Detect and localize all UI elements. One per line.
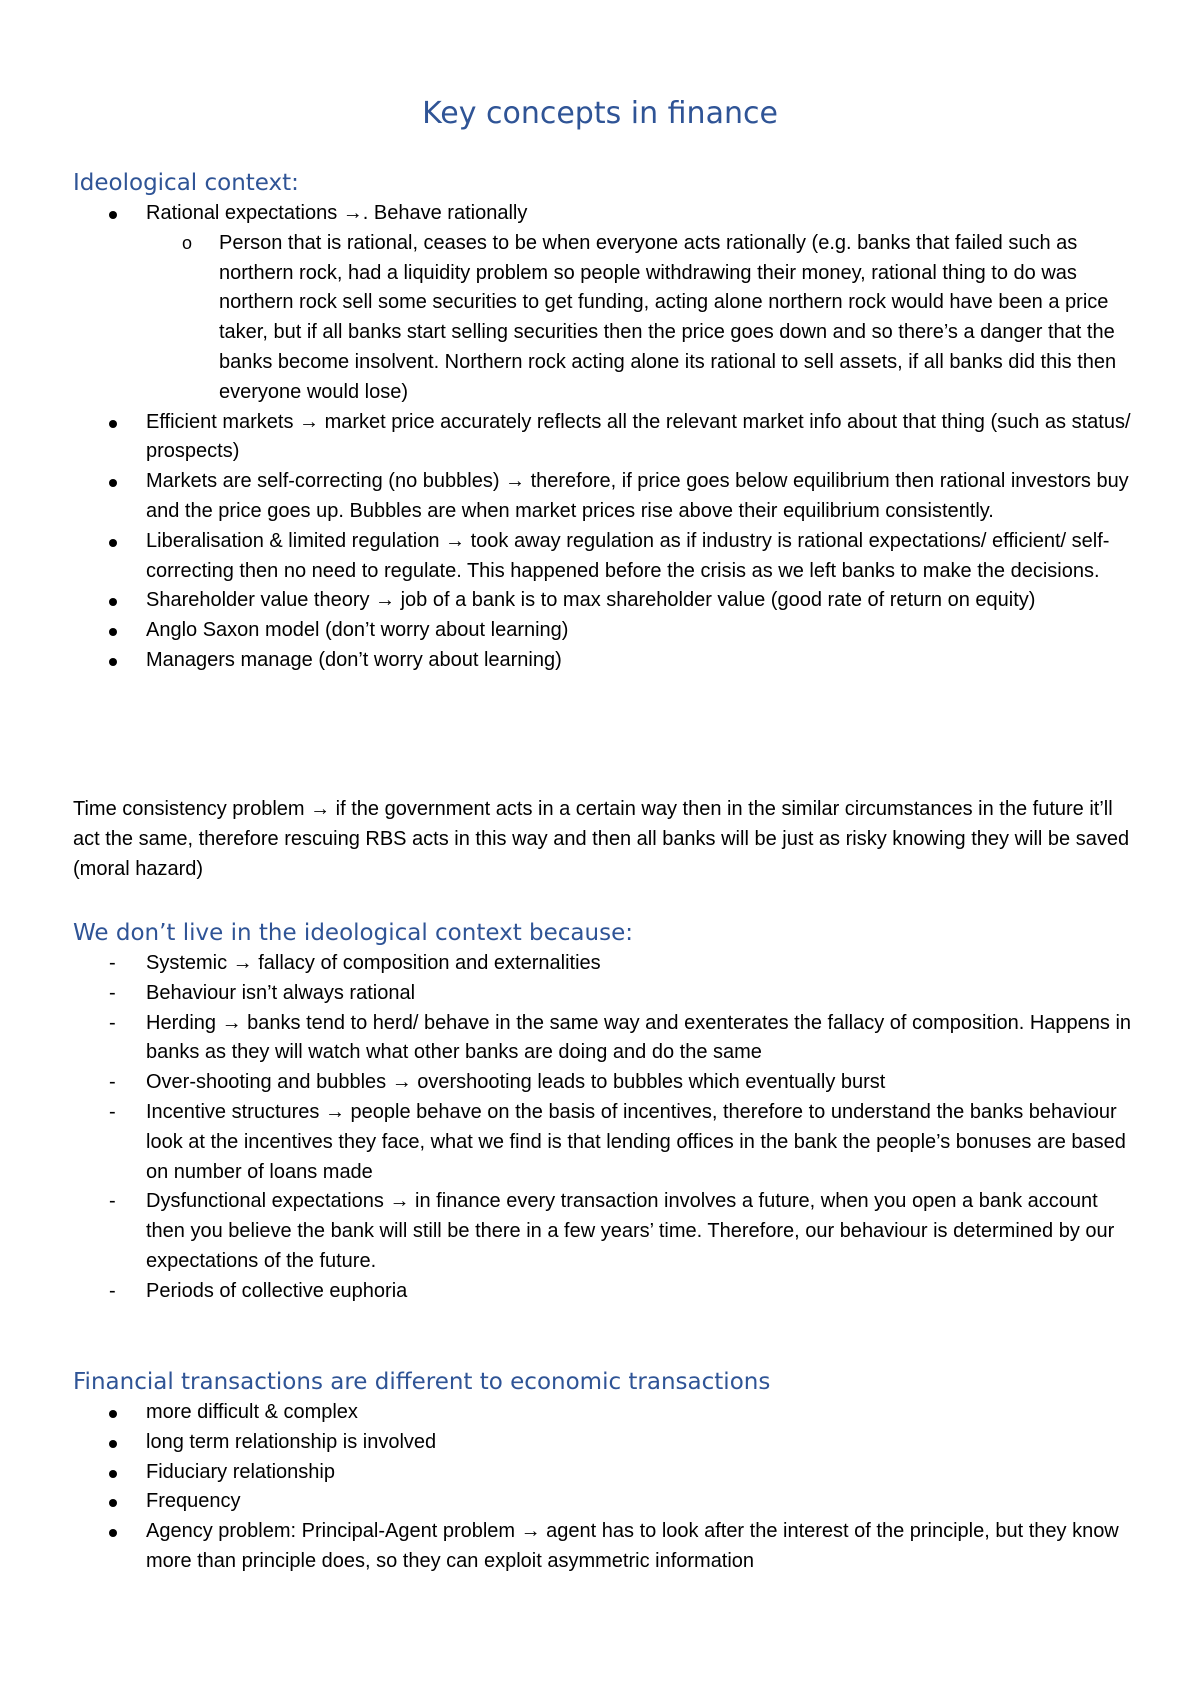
dash-marker: - xyxy=(109,1190,116,1213)
list-item xyxy=(73,408,1133,468)
time-consistency-paragraph-block xyxy=(73,795,1133,884)
bullet-icon xyxy=(109,646,129,676)
list-item xyxy=(73,1458,1133,1488)
list-item-text: Dysfunctional expectations → in finance every transaction involves a future, when you open a bank account then you believe the bank will still be there in a few years’ time. Therefore, our behaviour is determined by our expectations of the future. xyxy=(146,1190,1115,1272)
list-item xyxy=(73,646,1133,676)
list-item xyxy=(73,199,1133,408)
list-item-text: Markets are self-correcting (no bubbles) → therefore, if price goes below equilibrium then rational investors buy and the price goes up. Bubbles are when market prices rise above their equilibrium consistently. xyxy=(146,470,1129,522)
list-item-text: Systemic → fallacy of composition and externalities xyxy=(146,952,601,974)
list-item-text: long term relationship is involved xyxy=(146,1430,437,1453)
ideological-context-list xyxy=(73,199,1133,676)
list-item-text: Periods of collective euphoria xyxy=(146,1279,408,1302)
list-item-text: Fiduciary relationship xyxy=(146,1460,335,1483)
financial-transactions-list-block xyxy=(73,1398,1133,1577)
financial-transactions-list xyxy=(73,1398,1133,1577)
bullet-icon xyxy=(109,1487,129,1517)
list-item-text: Anglo Saxon model (don’t worry about learning) xyxy=(146,619,569,642)
bullet-icon xyxy=(109,1428,129,1458)
sub-list-item-text: Person that is rational, ceases to be when everyone acts rationally (e.g. banks that failed such as northern rock, had a liquidity problem so people withdrawing their money, rational thing to do was northern rock sell some securities to get funding, acting alone northern rock would have been a price taker, but if all banks start selling securities then the price goes down and so there’s a danger that the banks become insolvent. Northern rock acting alone its rational to sell assets, if all banks did this then everyone would lose) xyxy=(219,231,1117,403)
dash-marker: - xyxy=(109,1011,116,1034)
list-item xyxy=(73,1068,1133,1098)
list-item xyxy=(73,979,1133,1009)
dash-marker: - xyxy=(109,1279,116,1302)
list-item-text: Rational expectations →. Behave rationally xyxy=(146,202,528,224)
bullet-icon xyxy=(109,586,129,616)
list-item xyxy=(73,527,1133,587)
bullet-icon xyxy=(109,408,129,438)
list-item-text: Agency problem: Principal-Agent problem → agent has to look after the interest of the principle, but they know more than principle does, so they can exploit asymmetric information xyxy=(146,1520,1119,1572)
list-item-text: Over-shooting and bubbles → overshooting leads to bubbles which eventually burst xyxy=(146,1071,886,1094)
list-item xyxy=(73,1517,1133,1577)
list-item xyxy=(73,1009,1133,1069)
list-item-text: Efficient markets → market price accurately reflects all the relevant market info about that thing (such as status/ prospects) xyxy=(146,410,1131,463)
heading-not-ideological-context: We don’t live in the ideological context because: xyxy=(73,920,633,946)
sub-bullet-marker: o xyxy=(182,232,193,253)
bullet-icon xyxy=(109,1517,129,1547)
time-consistency-paragraph: Time consistency problem → if the government acts in a certain way then in the similar circumstances in the future it’ll act the same, therefore rescuing RBS acts in this way and then all banks will be just as risky knowing they will be saved (moral hazard) xyxy=(73,798,1130,880)
sub-list xyxy=(146,229,1133,408)
dash-marker: - xyxy=(109,1071,116,1094)
list-item xyxy=(73,949,1133,979)
list-item-text: Managers manage (don’t worry about learning) xyxy=(146,648,562,671)
not-ideological-list-block xyxy=(73,949,1133,1307)
bullet-icon xyxy=(109,199,129,229)
dash-marker: - xyxy=(109,981,116,1004)
heading-financial-transactions: Financial transactions are different to economic transactions xyxy=(73,1369,771,1395)
list-item-text: Incentive structures → people behave on the basis of incentives, therefore to understand the banks behaviour look at the incentives they face, what we find is that lending offices in the bank the people’s bonuses are based on number of loans made xyxy=(146,1100,1126,1183)
list-item xyxy=(73,616,1133,646)
list-item xyxy=(73,586,1133,616)
heading-ideological-context: Ideological context: xyxy=(73,170,299,196)
list-item-text: Shareholder value theory → job of a bank is to max shareholder value (good rate of return on equity) xyxy=(146,589,1036,612)
list-item-text: Liberalisation & limited regulation → took away regulation as if industry is rational expectations/ efficient/ self-correcting then no need to regulate. This happened before the crisis as we left banks to make the decisions. xyxy=(146,529,1110,582)
bullet-icon xyxy=(109,616,129,646)
sub-list-item xyxy=(146,229,1133,408)
list-item-text: Frequency xyxy=(146,1490,241,1513)
bullet-icon xyxy=(109,1458,129,1488)
ideological-context-list-block xyxy=(73,199,1133,676)
list-item xyxy=(73,1398,1133,1428)
list-item xyxy=(73,1098,1133,1187)
list-item xyxy=(73,1487,1133,1517)
list-item xyxy=(73,1187,1133,1276)
list-item xyxy=(73,1428,1133,1458)
bullet-icon xyxy=(109,527,129,557)
dash-marker: - xyxy=(109,1100,116,1123)
list-item-text: Behaviour isn’t always rational xyxy=(146,981,416,1004)
list-item xyxy=(73,1277,1133,1307)
bullet-icon xyxy=(109,467,129,497)
not-ideological-list xyxy=(73,949,1133,1307)
list-item-text: more difficult & complex xyxy=(146,1401,358,1423)
list-item-text: Herding → banks tend to herd/ behave in the same way and exenterates the fallacy of composition. Happens in banks as they will watch what other banks are doing and do the same xyxy=(146,1011,1132,1064)
dash-marker: - xyxy=(109,952,116,974)
document-title: Key concepts in finance xyxy=(422,96,778,131)
list-item xyxy=(73,467,1133,527)
bullet-icon xyxy=(109,1398,129,1428)
